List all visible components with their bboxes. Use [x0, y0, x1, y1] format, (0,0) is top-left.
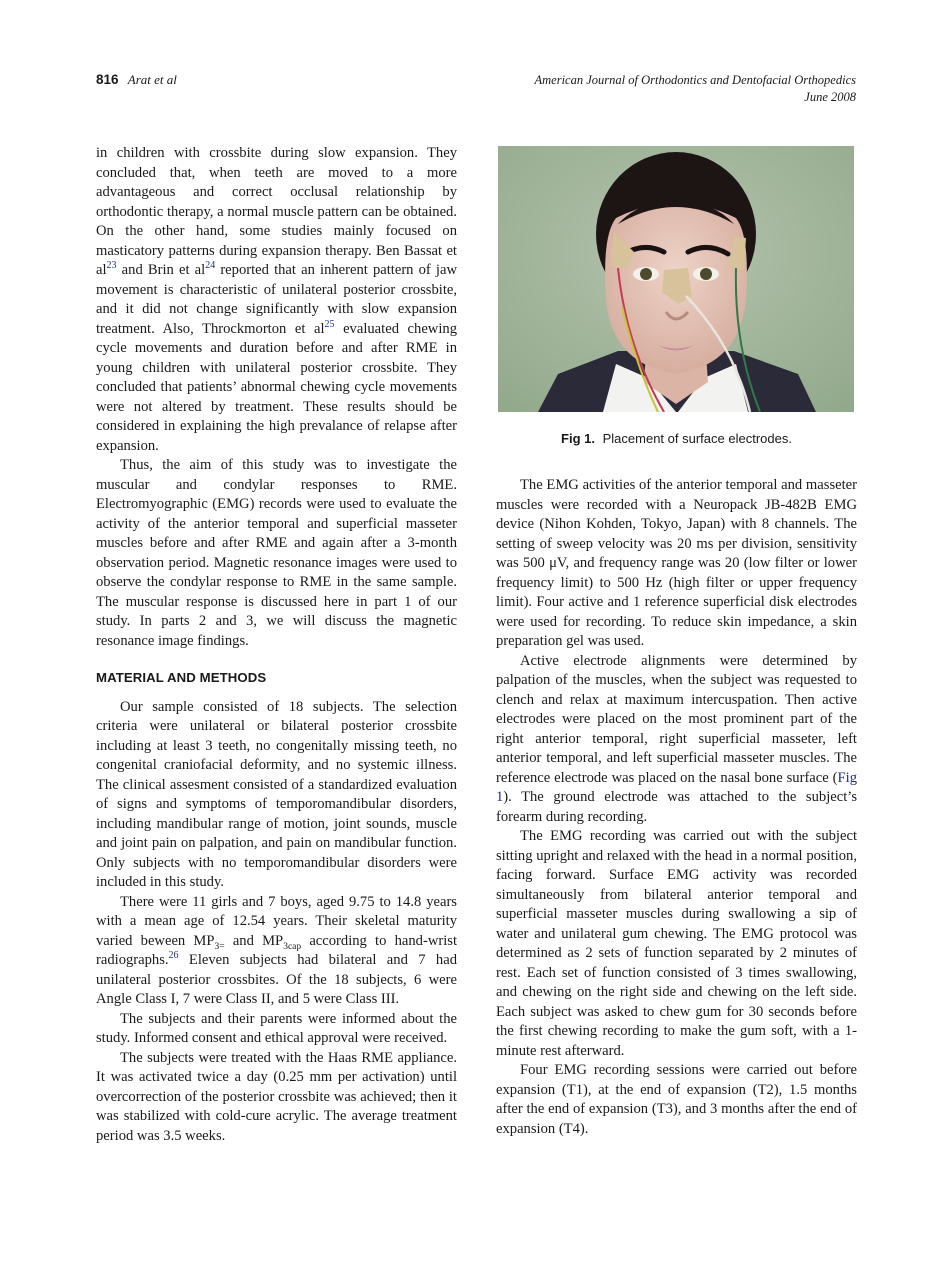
figure-caption-text: Placement of surface electrodes.: [602, 431, 792, 446]
figure-photo: [498, 146, 854, 412]
paragraph: in children with crossbite during slow expansion. They concluded that, when teeth are moved to a more advantageous and correct occlusal relationship by orthodontic therapy, a normal muscle pattern can be obtained. On the other hand, some studies mainly focused on masticatory patterns during expansion therapy. Ben Bassat et al$^{23}$ and Brin et al$^{24}$ reported that an inherent pattern of jaw movement is characteristic of unilateral posterior crossbite, and it did not change significantly with slow expansion treatment. Also, Throckmorton et al$^{25}$ evaluated chewing cycle movements and duration before and after RME in young children with unilateral posterior crossbite. They concluded that patients’ abnormal chewing cycle movements were not altered by treatment. These results should be considered in explaining the high prevalance of relapse after expansion.: [96, 145, 457, 454]
paragraph: The subjects were treated with the Haas RME appliance. It was activated twice a day (0.25 mm per activation) until overcorrection of the posterior crossbite was achieved; then it was stabilized with cold-cure acrylic. The average treatment period was 3.5 weeks.: [96, 1049, 457, 1144]
running-header-right: [535, 72, 857, 106]
section-heading: MATERIAL AND METHODS: [96, 670, 267, 685]
citation-link[interactable]: 24: [205, 260, 216, 272]
issue-date: June 2008: [804, 90, 856, 104]
figure-caption: [496, 431, 857, 446]
subject-photo-illustration: [498, 146, 854, 412]
paragraph: There were 11 girls and 7 boys, aged 9.75 to 14.8 years with a mean age of 12.54 years. Their skeletal maturity varied beween $MP_{3=}$ and $MP_{3cap}$ according to hand-wrist radiographs.$^{26}$ Eleven subjects had bilateral and 7 had unilateral posterior crossbites. Of the 18 subjects, 6 were Angle Class I, 7 were Class II, and 5 were Class III.: [96, 893, 458, 1007]
page-number: 816: [96, 72, 119, 87]
paragraph: Thus, the aim of this study was to investigate the muscular and condylar responses to RME. Electromyographic (EMG) records were used to evaluate the activity of the anterior temporal and superficial masseter muscles before and after RME and again after a 3-month observation period. Magnetic resonance images were used to observe the condylar response to RME in the same sample. The muscular response is discussed here in part 1 of our study. In parts 2 and 3, we will discuss the magnetic resonance image findings.: [96, 457, 457, 649]
figure-label: Fig 1.: [561, 431, 595, 446]
running-authors: Arat et al: [127, 72, 177, 87]
right-column: [496, 476, 857, 1139]
paragraph: Our sample consisted of 18 subjects. The selection criteria were unilateral or bilateral posterior crossbite including at least 3 teeth, no congenitally missing teeth, no congenital craniofacial deformity, and no systemic illness. The clinical assesment consisted of a standardized evaluation of signs and symptoms of temporomandibular disorders, including mandibular range of motion, joint sounds, muscle and joint pain on palpation, and pain on mandibular function. Only subjects with no temporomandibular disorders were included in this study.: [96, 698, 457, 890]
citation-link[interactable]: 26: [168, 950, 179, 962]
left-column: [96, 144, 457, 1146]
paragraph: The EMG activities of the anterior temporal and masseter muscles were recorded with a Neuropack JB-482B EMG device (Nihon Kohden, Tokyo, Japan) with 8 channels. The setting of sweep velocity was 20 ms per division, sensitivity was 500 μV, and frequency range was 20 (low filter or lower frequency limit) to 500 Hz (high filter or upper frequency limit). Four active and 1 reference superficial disk electrodes were used for recording. To reduce skin impedance, a skin preparation gel was used.: [496, 477, 857, 649]
paragraph: Active electrode alignments were determined by palpation of the muscles, when the subject was requested to clench and relax at maximum intercuspation. Then active electrodes were placed on the most prominent part of the right anterior temporal, right superficial masseter, left anterior temporal, and left superficial masseter muscles. The reference electrode was placed on the nasal bone surface (Fig 1). The ground electrode was attached to the subject’s forearm during recording.: [496, 652, 857, 825]
running-header-left: [96, 72, 177, 88]
figure-reference-link[interactable]: Fig 1: [496, 769, 857, 805]
journal-name: American Journal of Orthodontics and Dentofacial Orthopedics: [534, 73, 856, 87]
paragraph: Four EMG recording sessions were carried out before expansion (T1), at the end of expansion (T2), 1.5 months after the end of expansion (T3), and 3 months after the end of expansion (T4).: [496, 1062, 857, 1137]
citation-link[interactable]: 25: [324, 318, 335, 330]
paragraph: The EMG recording was carried out with the subject sitting upright and relaxed with the head in a normal position, facing forward. Surface EMG activity was recorded simultaneously from bilateral anterior temporal and superficial masseter muscles during swallowing a sip of water and unilateral gum chewing. The EMG protocol was determined as 2 sets of function separated by 2 minutes of rest. Each set of function consisted of 3 times swallowing, and chewing on the right side and chewing on the left side. Each subject was asked to chew gum for 30 seconds before the first chewing recording to make the gum soft, with a 1-minute rest afterward.: [496, 828, 857, 1059]
citation-link[interactable]: 23: [106, 260, 117, 272]
paragraph: The subjects and their parents were informed about the study. Informed consent and ethical approval were received.: [96, 1010, 457, 1046]
